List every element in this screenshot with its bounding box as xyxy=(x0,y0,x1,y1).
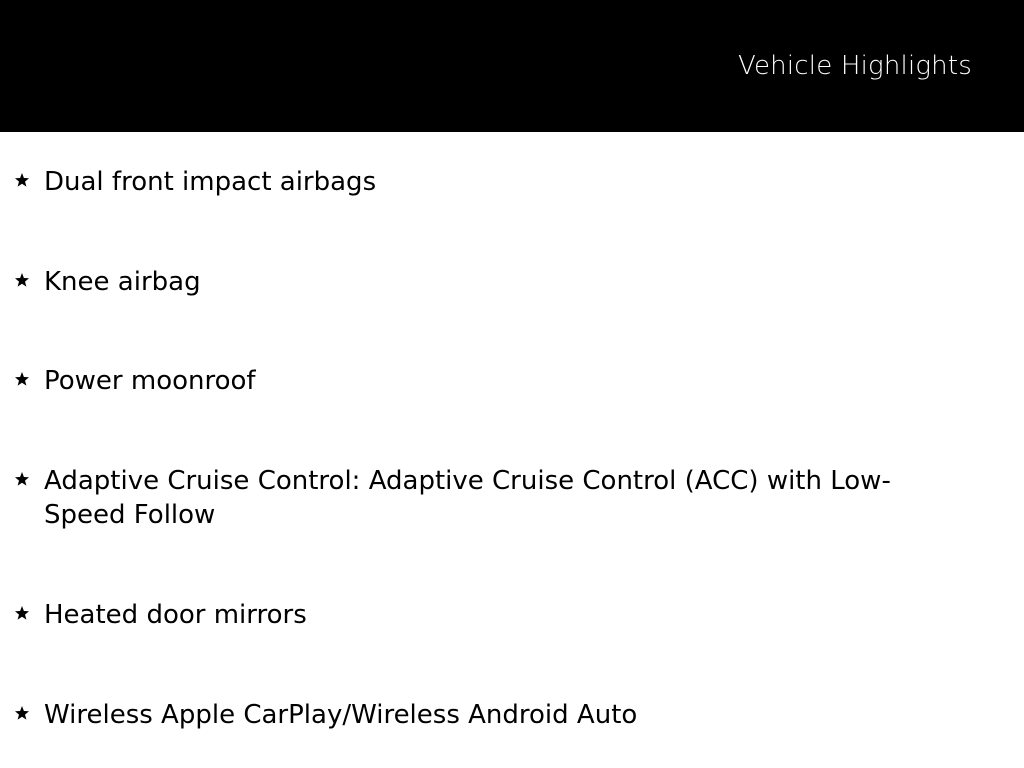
star-icon xyxy=(11,269,33,291)
highlight-item-label: Adaptive Cruise Control: Adaptive Cruise Control (ACC) with Low-Speed Follow xyxy=(44,466,891,530)
highlight-item-label: Wireless Apple CarPlay/Wireless Android Auto xyxy=(44,700,638,730)
highlight-item-label: Knee airbag xyxy=(44,267,201,297)
highlight-item-label: Power moonroof xyxy=(44,366,256,396)
header-bar xyxy=(0,0,1024,132)
star-icon xyxy=(11,602,33,624)
highlight-item-label: Heated door mirrors xyxy=(44,600,307,630)
star-icon xyxy=(11,368,33,390)
page-title: Vehicle Highlights xyxy=(738,51,972,81)
star-icon xyxy=(11,169,33,191)
highlight-item-label: Dual front impact airbags xyxy=(44,167,377,197)
star-icon xyxy=(11,702,33,724)
star-icon xyxy=(11,468,33,490)
